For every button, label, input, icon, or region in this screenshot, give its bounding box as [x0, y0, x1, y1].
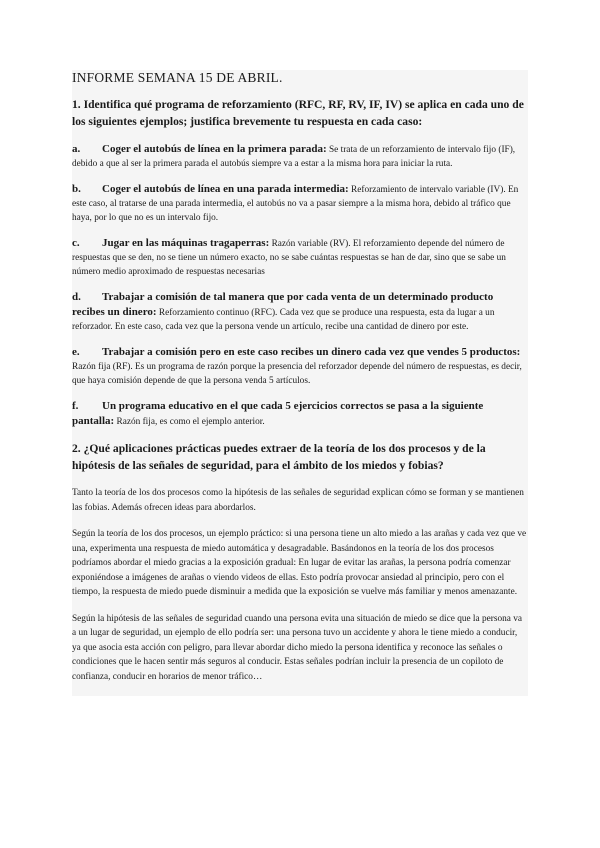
item-label: Trabajar a comisión pero en este caso recibes un dinero cada vez que vendes 5 productos:	[102, 346, 521, 358]
item-letter: e.	[72, 346, 80, 358]
item-letter: b.	[72, 183, 81, 195]
item-text: Reforzamiento de intervalo variable (IV). En este caso, al tratarse de una parada intermedia, el autobús no va a pasar siempre a la misma hora, debido al tráfico que haya, por lo que no es un intervalo fijo.	[72, 185, 519, 223]
item-text: Reforzamiento continuo (RFC). Cada vez que se produce una respuesta, esta da lugar a un reforzador. En este caso, cada vez que la persona vende un artículo, recibe una cantidad de dinero por este.	[72, 308, 495, 332]
item-label: Coger el autobús de línea en una parada intermedia:	[102, 183, 349, 195]
item-text: Razón fija (RF). Es un programa de razón porque la presencia del reforzador depende del número de respuestas, es decir, que haya comisión depende de que la persona venda 5 artículos.	[72, 362, 522, 386]
question-2: 2. ¿Qué aplicaciones prácticas puedes extraer de la teoría de los dos procesos y de la hipótesis de las señales de seguridad, para el ámbito de los miedos y fobias?	[72, 442, 486, 472]
item-letter: a.	[72, 143, 81, 155]
paragraph-intro: Tanto la teoría de los dos procesos como la hipótesis de las señales de seguridad explican cómo se forman y se mantienen las fobias. Además ofrecen ideas para abordarlos.	[72, 488, 524, 513]
item-letter: f.	[72, 400, 79, 412]
item-letter: d.	[72, 291, 81, 303]
report-title: INFORME SEMANA 15 DE ABRIL.	[72, 70, 283, 85]
document-content	[72, 70, 528, 696]
answer-item-b	[72, 182, 528, 225]
answer-item-a	[72, 142, 528, 171]
item-label: Coger el autobús de línea en la primera parada:	[102, 143, 327, 155]
paragraph-safety-signals: Según la hipótesis de las señales de seguridad cuando una persona evita una situación de miedo se dice que la persona va a un lugar de seguridad, un ejemplo de ello podría ser: una persona tuvo un accidente y ahora le tiene miedo a conducir, ya que asocia esta acción con peligro, para llevar abordar dicho miedo la persona identifica y reconoce las señales o condiciones que le hacen sentir más seguros al conducir. Estas señales podrían incluir la presencia de un copiloto de confianza, conducir en horarios de menor tráfico…	[72, 613, 522, 682]
answer-item-e	[72, 345, 528, 388]
item-text: Se trata de un reforzamiento de intervalo fijo (IF), debido a que al ser la primera parada el autobús siempre va a estar a la misma hora para iniciar la ruta.	[72, 145, 516, 169]
item-text: Razón variable (RV). El reforzamiento depende del número de respuestas que se den, no se tiene un número exacto, no se sabe cuántas respuestas se han de dar, sino que se sabe un número medio aproximado de respuestas necesarias	[72, 239, 506, 277]
question-1: 1. Identifica qué programa de reforzamiento (RFC, RF, RV, IF, IV) se aplica en cada uno de los siguientes ejemplos; justifica brevemente tu respuesta en cada caso:	[72, 98, 524, 128]
item-label: Trabajar a comisión de tal manera que por cada venta de un determinado producto recibes un dinero:	[72, 291, 494, 318]
item-text: Razón fija, es como el ejemplo anterior.	[114, 417, 265, 427]
answer-item-f	[72, 399, 528, 429]
item-label: Jugar en las máquinas tragaperras:	[102, 237, 270, 249]
answer-item-c	[72, 236, 528, 279]
item-letter: c.	[72, 237, 80, 249]
item-label: Un programa educativo en el que cada 5 ejercicios correctos se pasa a la siguiente pantalla:	[72, 400, 484, 427]
paragraph-two-process-theory: Según la teoría de los dos procesos, un ejemplo práctico: si una persona tiene un alto miedo a las arañas y cada vez que ve una, experimenta una respuesta de miedo automática y desagradable. Basándonos en la teoría de los dos procesos podríamos abordar el miedo gracias a la exposición gradual: En lugar de evitar las arañas, la persona podría comenzar exponiéndose a imágenes de arañas o viendo videos de ellas. Esto podría provocar ansiedad al principio, pero con el tiempo, la respuesta de miedo puede disminuir a medida que la exposición se vuelve más familiar y menos amenazante.	[72, 529, 527, 597]
answer-item-d	[72, 290, 528, 334]
